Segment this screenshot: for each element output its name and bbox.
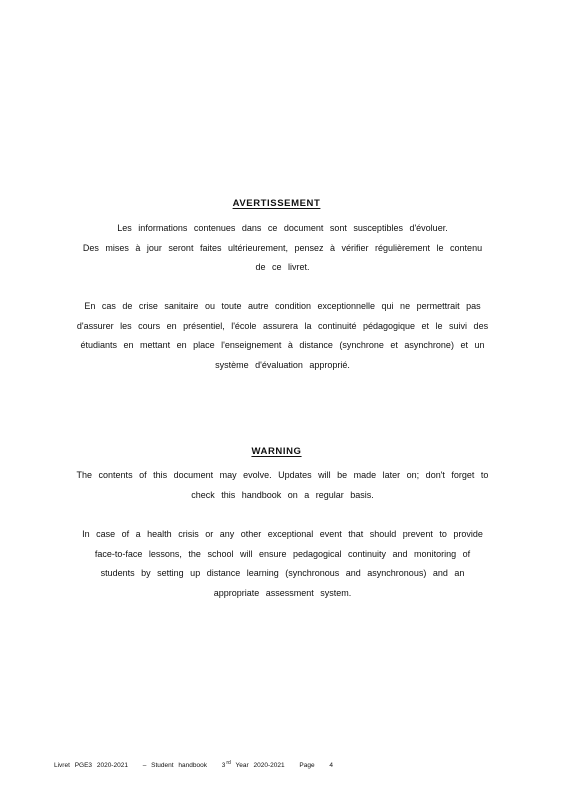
footer-doc: Livret PGE3 2020-2021: [54, 762, 128, 770]
text-line: The contents of this document may evolve. Updates will be made later on; don't forget to: [76, 470, 489, 480]
footer-year-number: 3: [221, 762, 226, 770]
english-heading-text: WARNING: [251, 446, 302, 457]
text-line: appropriate assessment system.: [213, 587, 352, 598]
french-warning-heading: [0, 198, 565, 209]
footer-title: – Student handbook: [142, 762, 207, 770]
text-line: d'assurer les cours en présentiel, l'école assurera la continuité pédagogique et le suivi des: [76, 320, 489, 331]
english-warning-heading: [0, 446, 565, 457]
text-line: de ce livret.: [255, 262, 310, 272]
text-line: système d'évaluation approprié.: [215, 359, 350, 370]
footer-year-rest: Year 2020-2021: [235, 762, 285, 770]
footer-year-suffix: rd: [226, 760, 231, 766]
english-paragraph-1: [50, 466, 515, 505]
text-line: check this handbook on a regular basis.: [191, 489, 374, 500]
text-line: En cas de crise sanitaire ou toute autre condition exceptionnelle qui ne permettrait pas: [84, 301, 481, 311]
french-paragraph-1: [50, 219, 515, 278]
english-paragraph-2: [50, 525, 515, 603]
text-line: Des mises à jour seront faites ultérieurement, pensez à vérifier régulièrement le contenu: [82, 242, 483, 253]
french-paragraph-2: [50, 297, 515, 375]
footer-page-number: 4: [329, 762, 334, 770]
footer-year: [222, 762, 285, 769]
text-line: étudiants en mettant en place l'enseignement à distance (synchrone et asynchrone) et un: [80, 340, 485, 350]
text-line: face-to-face lessons, the school will ensure pedagogical continuity and monitoring of: [94, 548, 471, 559]
french-heading-text: AVERTISSEMENT: [232, 198, 321, 209]
footer-page-label: Page: [299, 762, 315, 770]
page-footer: [54, 760, 343, 769]
text-line: In case of a health crisis or any other exceptional event that should prevent to provide: [82, 529, 483, 539]
text-line: students by setting up distance learning (synchronous and asynchronous) and an: [100, 568, 465, 578]
text-line: Les informations contenues dans ce document sont susceptibles d'évoluer.: [117, 223, 448, 233]
